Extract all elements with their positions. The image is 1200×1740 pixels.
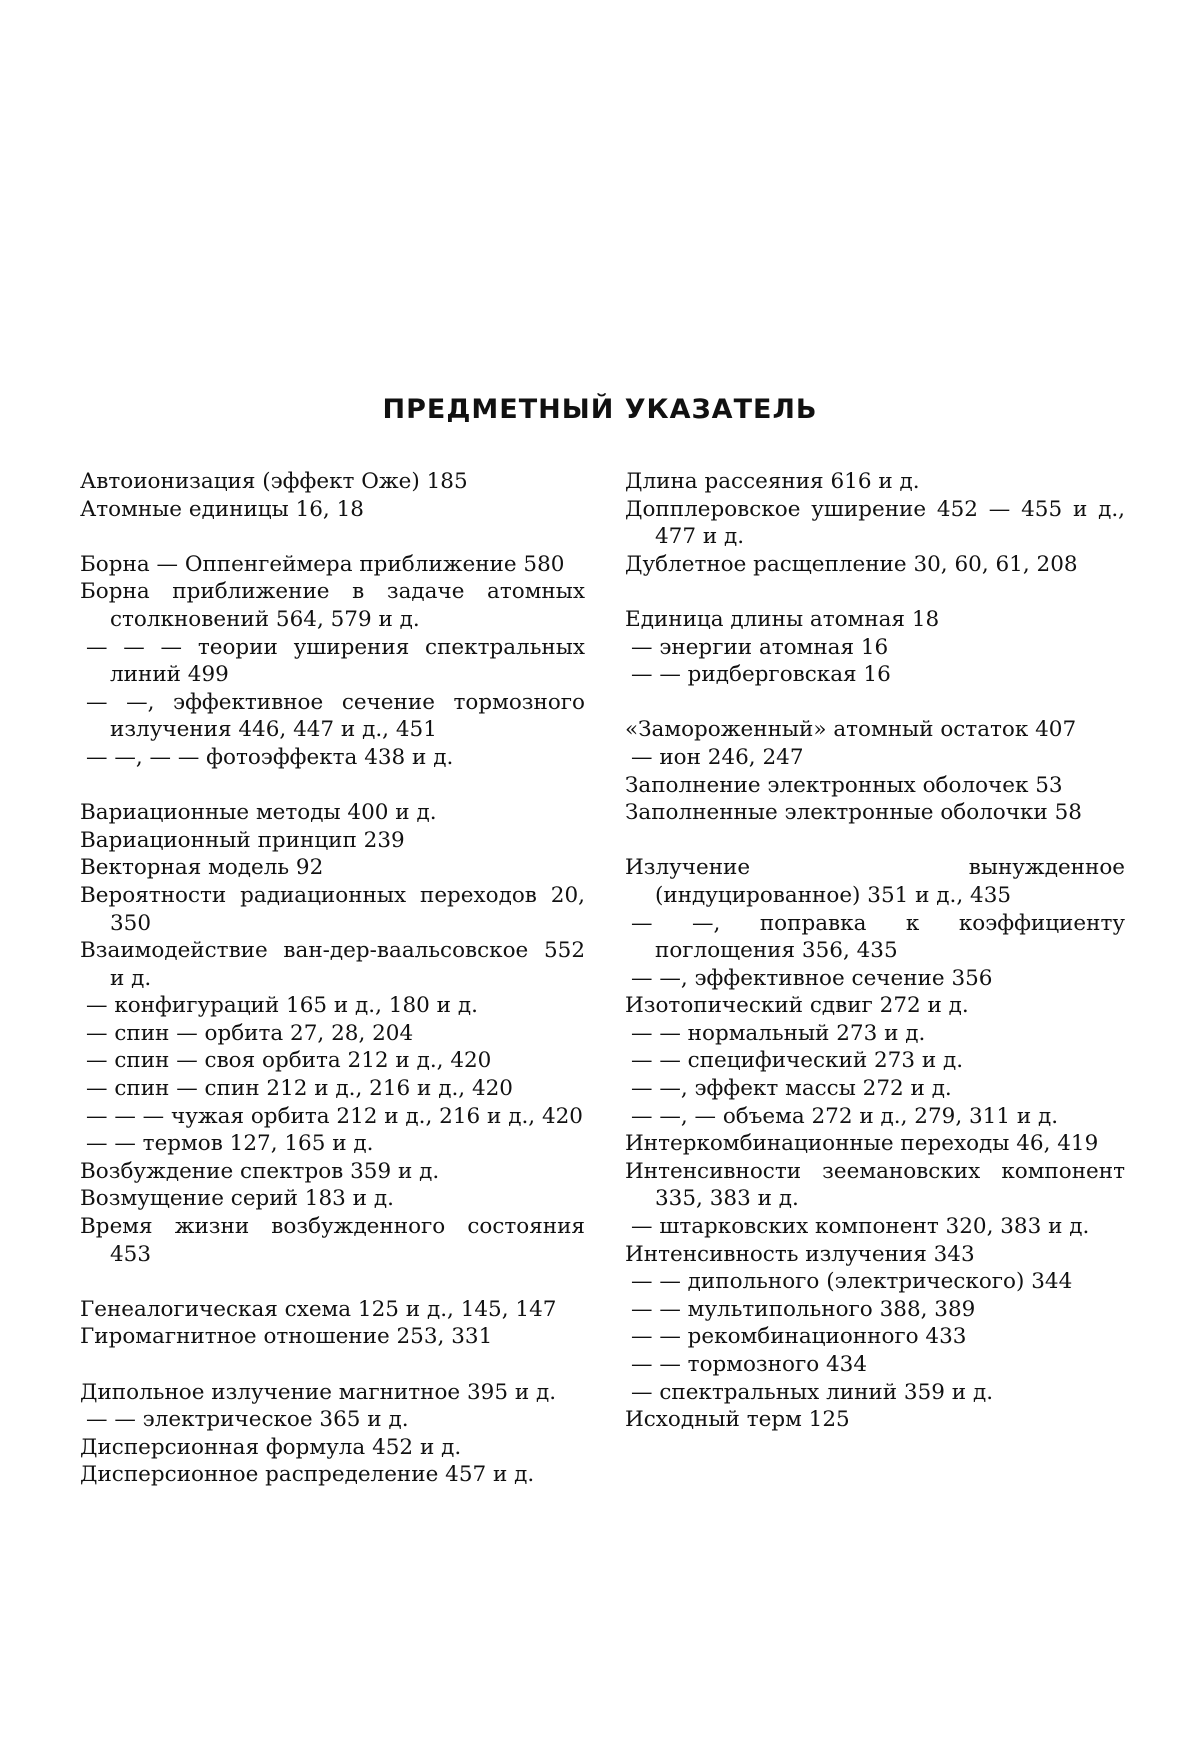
index-entry: Автоионизация (эффект Оже) 185 — [80, 469, 468, 494]
index-column-right — [625, 468, 1125, 1434]
index-entry: Единица длины атомная 18 — [625, 606, 940, 632]
index-entry: Вариационные методы 400 и д. — [80, 800, 437, 826]
index-entry: Взаимодействие ван-дер-ваальсовское 552 и д. — [80, 938, 585, 991]
index-subentry: — спектральных линий 359 и д. — [631, 1379, 994, 1405]
index-entry: Векторная модель 92 — [80, 855, 324, 881]
index-column-left — [80, 468, 585, 1489]
index-entry: Допплеровское уширение 452 — 455 и д., 477 и д. — [625, 496, 1125, 550]
index-entry: Заполнение электронных оболочек 53 — [625, 772, 1063, 798]
index-subentry: — — рекомбинационного 433 — [631, 1324, 967, 1350]
index-subentry: — ион 246, 247 — [631, 744, 804, 770]
index-entry: Интенсивности зеемановских компонент 335, 383 и д. — [625, 1158, 1125, 1212]
index-subentry: — — ридберговская 16 — [631, 662, 891, 688]
page-title: ПРЕДМЕТНЫЙ УКАЗАТЕЛЬ — [382, 394, 818, 425]
index-subentry: — —, эффективное сечение тормозного излучения 446, 447 и д., 451 — [86, 689, 585, 743]
index-subentry: — —, эффективное сечение 356 — [631, 965, 993, 991]
index-subentry: — —, поправка к коэффициенту поглощения 356, 435 — [631, 910, 1125, 964]
index-entry: Интеркомбинационные переходы 46, 419 — [625, 1131, 1099, 1157]
index-entry: Исходный терм 125 — [625, 1407, 850, 1433]
index-entry: Дисперсионное распределение 457 и д. — [80, 1462, 535, 1488]
index-subentry: — —, — — фотоэффекта 438 и д. — [86, 744, 454, 770]
index-entry: Длина рассеяния 616 и д. — [625, 469, 920, 494]
index-subentry: — — электрическое 365 и д. — [86, 1407, 409, 1433]
index-entry: Время жизни возбужденного состояния 453 — [80, 1214, 585, 1267]
section-gap — [80, 1351, 585, 1379]
index-subentry: — — мультипольного 388, 389 — [631, 1296, 976, 1322]
index-entry: Дублетное расщепление 30, 60, 61, 208 — [625, 551, 1078, 577]
index-entry: Возмущение серий 183 и д. — [80, 1186, 394, 1212]
index-subentry: — штарковских компонент 320, 383 и д. — [631, 1214, 1090, 1240]
index-entry: «Замороженный» атомный остаток 407 — [625, 717, 1077, 743]
index-subentry: — — нормальный 273 и д. — [631, 1020, 926, 1046]
index-subentry: — — термов 127, 165 и д. — [86, 1131, 374, 1157]
index-entry: Генеалогическая схема 125 и д., 145, 147 — [80, 1296, 557, 1322]
index-subentry: — —, эффект массы 272 и д. — [631, 1076, 952, 1102]
index-subentry: — — тормозного 434 — [631, 1352, 868, 1377]
index-subentry: — — дипольного (электрического) 344 — [631, 1269, 1073, 1295]
index-entry: Заполненные электронные оболочки 58 — [625, 800, 1082, 826]
index-entry: Вариационный принцип 239 — [80, 827, 405, 853]
index-subentry: — спин — спин 212 и д., 216 и д., 420 — [86, 1076, 513, 1102]
index-entry: Интенсивность излучения 343 — [625, 1241, 975, 1267]
index-entry: Дисперсионная формула 452 и д. — [80, 1434, 462, 1460]
section-gap — [625, 689, 1125, 717]
index-subentry: — — — чужая орбита 212 и д., 216 и д., 420 — [86, 1103, 583, 1129]
index-subentry: — энергии атомная 16 — [631, 634, 889, 660]
section-gap — [80, 772, 585, 800]
index-entry: Гиромагнитное отношение 253, 331 — [80, 1324, 493, 1350]
index-entry: Вероятности радиационных переходов 20, 350 — [80, 882, 585, 936]
index-subentry: — конфигураций 165 и д., 180 и д. — [86, 993, 478, 1019]
index-subentry: — спин — орбита 27, 28, 204 — [86, 1020, 414, 1046]
section-gap — [80, 523, 585, 551]
index-subentry: — —, — объема 272 и д., 279, 311 и д. — [631, 1103, 1059, 1129]
index-entry: Борна приближение в задаче атомных столкновений 564, 579 и д. — [80, 579, 585, 632]
index-entry: Атомные единицы 16, 18 — [80, 496, 364, 522]
section-gap — [80, 1268, 585, 1296]
index-entry: Возбуждение спектров 359 и д. — [80, 1158, 440, 1184]
section-gap — [625, 578, 1125, 606]
index-subentry: — — — теории уширения спектральных линий 499 — [86, 634, 585, 688]
index-entry: Дипольное излучение магнитное 395 и д. — [80, 1379, 557, 1405]
index-subentry: — — специфический 273 и д. — [631, 1048, 964, 1074]
index-entry: Изотопический сдвиг 272 и д. — [625, 993, 969, 1019]
section-gap — [625, 827, 1125, 855]
index-entry: Излучение вынужденное (индуцированное) 351 и д., 435 — [625, 855, 1125, 908]
index-subentry: — спин — своя орбита 212 и д., 420 — [86, 1048, 492, 1074]
index-entry: Борна — Оппенгеймера приближение 580 — [80, 551, 565, 577]
